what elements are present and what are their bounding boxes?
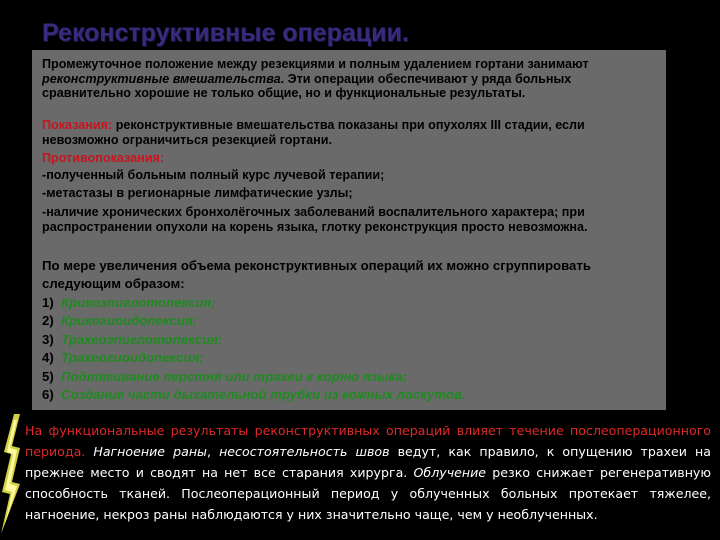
grouping-item: 5) Подтягивание перстня или трахеи к корню языка; bbox=[42, 368, 408, 384]
indications-text: реконструктивные вмешательства показаны при опухолях III стадии, если невозможно ограничиться резекцией гортани. bbox=[42, 118, 585, 147]
contraindications-label: Противопоказания: bbox=[42, 151, 165, 165]
grouping-item: 6) Создание части дыхательной трубки из кожных лоскутов. bbox=[42, 387, 466, 403]
intro-text: Промежуточное положение между резекциями и полным удалением гортани занимают bbox=[42, 57, 589, 71]
intro-text-end: . Эти операции обеспечивают у ряда больных сравнительно хорошие не только общие, но и функциональные результаты. bbox=[42, 71, 572, 100]
bottom-paragraph: На функциональные результаты реконструктивных операций влияет течение послеоперационного периода. Нагноение раны, несостоятельность швов ведут, как правило, к опущению трахеи на прежнее место и сводят на нет все старания хирурга. Облучение резко снижает регенеративную способность тканей. Послеоперационный период у облученных больных протекает тяжелее, нагноение, некроз раны наблюдаются у них значительно чаще, чем у необлученных. bbox=[25, 423, 711, 522]
contraindication-item: -метастазы в регионарные лимфатические узлы; bbox=[42, 186, 353, 200]
indications-paragraph bbox=[42, 118, 654, 147]
grouping-item: 3) Трахеоэпиглотопексия; bbox=[42, 331, 223, 347]
contraindication-item: -наличие хронических бронхолёгочных заболеваний воспалительного характера; при распространении опухоли на корень языка, глотку реконструкция просто невозможна. bbox=[42, 205, 588, 234]
bottom-italic: несостоятельность швов bbox=[219, 444, 390, 459]
slide-title: Реконструктивные операции. bbox=[42, 19, 409, 47]
intro-paragraph bbox=[42, 57, 654, 101]
content-panel bbox=[32, 50, 666, 410]
grouping-list bbox=[42, 294, 654, 404]
grouping-item: 4) Трахеогиоидопексия; bbox=[42, 350, 204, 366]
intro-emphasis: реконструктивные вмешательства bbox=[42, 71, 281, 86]
bottom-italic: Облучение bbox=[413, 465, 487, 480]
contraindication-item: -полученный больным полный курс лучевой терапии; bbox=[42, 168, 385, 182]
grouping-item: 1) Крикоэпиглотопексия; bbox=[42, 295, 216, 310]
bottom-italic: Нагноение раны bbox=[93, 444, 207, 459]
lightning-bolt-icon bbox=[0, 414, 22, 534]
grouping-intro: По мере увеличения объема реконструктивных операций их можно сгруппировать следующим образом: bbox=[42, 258, 591, 292]
indications-label: Показания: bbox=[42, 118, 113, 132]
grouping-item: 2) Крикогиоидопексия; bbox=[42, 313, 198, 329]
bottom-red-text: На функциональные результаты реконструктивных операций влияет течение послеоперационного периода. bbox=[25, 423, 711, 459]
